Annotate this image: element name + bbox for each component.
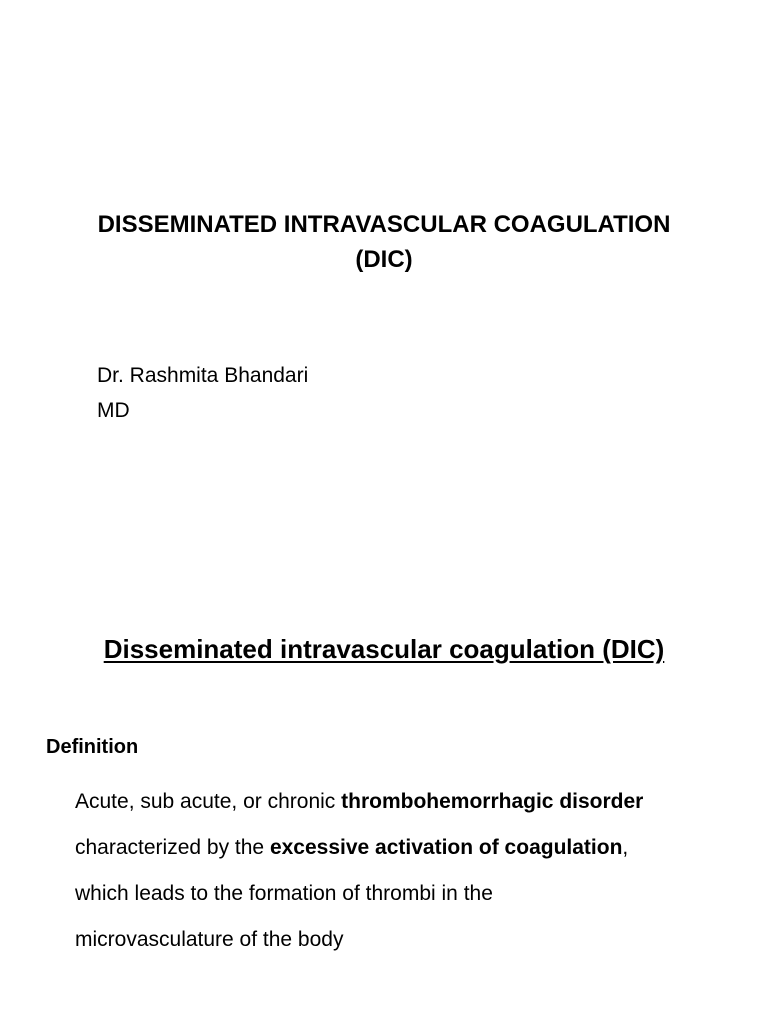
definition-heading: Definition xyxy=(46,736,139,758)
author-name: Dr. Rashmita Bhandari xyxy=(97,364,309,387)
definition-line-2-emphasis: excessive activation of coagulation xyxy=(269,836,623,859)
section-title: Disseminated intravascular coagulation (DIC) xyxy=(103,634,665,664)
author-block xyxy=(97,358,308,428)
title-line-1: DISSEMINATED INTRAVASCULAR COAGULATION xyxy=(97,211,671,238)
definition-body xyxy=(75,779,735,963)
definition-line-2-tail: , xyxy=(622,836,629,859)
definition-line-3: which leads to the formation of thrombi in the xyxy=(75,882,493,905)
definition-line-2 xyxy=(75,825,735,871)
definition-line-1 xyxy=(75,779,735,825)
slide-title xyxy=(40,207,728,277)
definition-line-2-text: characterized by the xyxy=(75,836,270,859)
definition-line-4: microvasculature of the body xyxy=(75,928,344,951)
definition-line-1-text: Acute, sub acute, or chronic xyxy=(75,790,342,813)
title-line-2: (DIC) xyxy=(355,246,413,273)
definition-line-1-emphasis: thrombohemorrhagic disorder xyxy=(341,790,644,813)
author-degree: MD xyxy=(97,399,130,422)
